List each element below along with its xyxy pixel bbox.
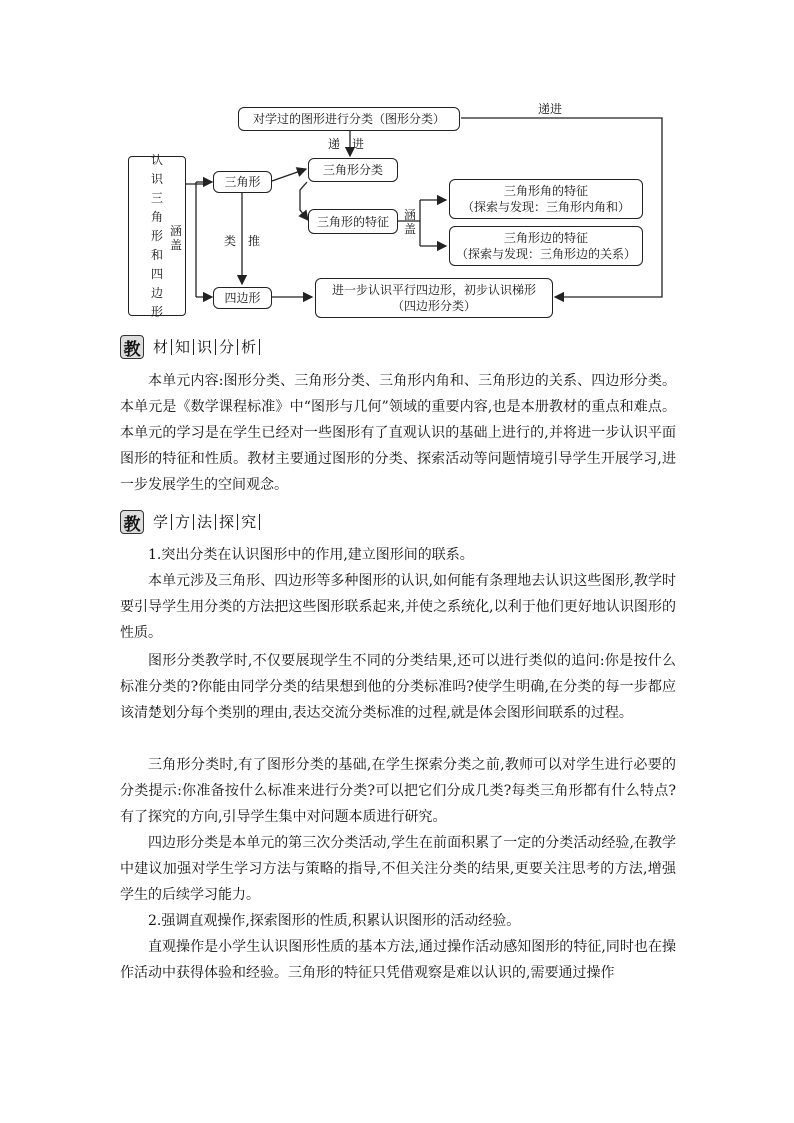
section-title-char: 学 bbox=[150, 514, 172, 530]
top-classify-box bbox=[238, 107, 460, 131]
section-material-analysis-heading bbox=[120, 333, 260, 361]
triangle-label: 三角形 bbox=[224, 175, 261, 189]
section-title bbox=[150, 339, 260, 355]
section-badge: 教 bbox=[120, 335, 144, 359]
method-paragraph-5: 四边形分类是本单元的第三次分类活动,学生在前面积累了一定的分类活动经验,在教学中建议加强对学生学习方法与策略的指导,不但关注分类的结果,更要关注思考的方法,增强学生的后续学习能力。 bbox=[120, 835, 676, 903]
label-dijin-top: 递 进 bbox=[328, 137, 365, 151]
method-point-1: 1.突出分类在认识图形中的作用,建立图形间的联系。 bbox=[148, 547, 474, 563]
quad-classify-line1: 进一步认识平行四边形，初步认识梯形 bbox=[331, 283, 536, 297]
triangle-classify-box bbox=[308, 158, 398, 182]
section-title-char: 究 bbox=[238, 514, 260, 530]
label-hangai-left: 涵盖 bbox=[169, 224, 182, 252]
arrow-triangle-classify bbox=[272, 169, 306, 181]
angle-features-line2: （探索与发现：三角形内角和） bbox=[461, 200, 630, 214]
triangle-features-label: 三角形的特征 bbox=[316, 214, 389, 229]
root-label: 认识三角形和四边形 bbox=[150, 152, 163, 319]
label-hangai-right: 涵盖 bbox=[403, 208, 416, 236]
section-title-char: 材 bbox=[150, 339, 172, 355]
quadrilateral-box bbox=[213, 287, 272, 309]
angle-features-box bbox=[449, 179, 643, 219]
section-title-char: 分 bbox=[216, 339, 238, 355]
label-dijin-right: 递进 bbox=[538, 102, 563, 116]
section-title-char: 识 bbox=[194, 339, 216, 355]
section-title-char: 探 bbox=[216, 514, 238, 530]
method-paragraph-4: 三角形分类时,有了图形分类的基础,在学生探索分类之前,教师可以对学生进行必要的分类提示:你准备按什么标准来进行分类?可以把它们分成几类?每类三角形都有什么特点?有了探究的方向,引导学生集中对问题本质进行研究。 bbox=[120, 757, 676, 825]
method-point-2: 2.强调直观操作,探索图形的性质,积累认识图形的活动经验。 bbox=[148, 913, 521, 929]
section-badge: 教 bbox=[120, 510, 144, 534]
side-features-line2: （探索与发现：三角形边的关系） bbox=[455, 247, 636, 261]
top-classify-label: 对学过的图形进行分类（图形分类） bbox=[252, 112, 445, 126]
side-features-line1: 三角形边的特征 bbox=[503, 231, 588, 245]
section-title-char: 知 bbox=[172, 339, 194, 355]
method-paragraph-3: 图形分类教学时,不仅要展现学生不同的分类结果,还可以进行类似的追问:你是按什么标准分类的?你能由同学分类的结果想到他的分类标准吗?使学生明确,在分类的每一步都应该清楚划分每个类别的理由,表达交流分类标准的过程,就是体会图形间联系的过程。 bbox=[120, 653, 676, 721]
quadrilateral-label: 四边形 bbox=[224, 291, 261, 305]
triangle-box bbox=[213, 171, 272, 193]
material-analysis-paragraph: 本单元内容:图形分类、三角形分类、三角形内角和、三角形边的关系、四边形分类。本单元是《数学课程标准》中“图形与几何”领域的重要内容,也是本册教材的重点和难点。本单元的学习是在学生已经对一些图形有了直观认识的基础上进行的,并将进一步认识平面图形的特征和性质。教材主要通过图形的分类、探索活动等问题情境引导学生开展学习,进一步发展学生的空间观念。 bbox=[120, 373, 676, 493]
section-title-char: 析 bbox=[238, 339, 260, 355]
section-teaching-method-heading bbox=[120, 508, 260, 536]
section-title-char: 方 bbox=[172, 514, 194, 530]
section-title bbox=[150, 514, 260, 530]
method-paragraph-7: 直观操作是小学生认识图形性质的基本方法,通过操作活动感知图形的特征,同时也在操作活动中获得体验和经验。三角形的特征只凭借观察是难以认识的,需要通过操作 bbox=[120, 939, 676, 981]
quad-classify-line2: （四边形分类） bbox=[391, 299, 476, 313]
angle-features-line1: 三角形角的特征 bbox=[503, 184, 588, 198]
concept-diagram bbox=[0, 0, 794, 330]
arrow-classify-features bbox=[300, 182, 308, 220]
triangle-features-box bbox=[308, 209, 398, 234]
section-title-char: 法 bbox=[194, 514, 216, 530]
method-paragraph-2: 本单元涉及三角形、四边形等多种图形的认识,如何能有条理地去认识这些图形,教学时要引导学生用分类的方法把这些图形联系起来,并使之系统化,以利于他们更好地认识图形的性质。 bbox=[120, 573, 676, 641]
triangle-classify-label: 三角形分类 bbox=[322, 163, 383, 177]
side-features-box bbox=[449, 226, 643, 266]
quad-classify-box bbox=[315, 278, 553, 318]
label-leitui: 类 推 bbox=[224, 234, 261, 248]
